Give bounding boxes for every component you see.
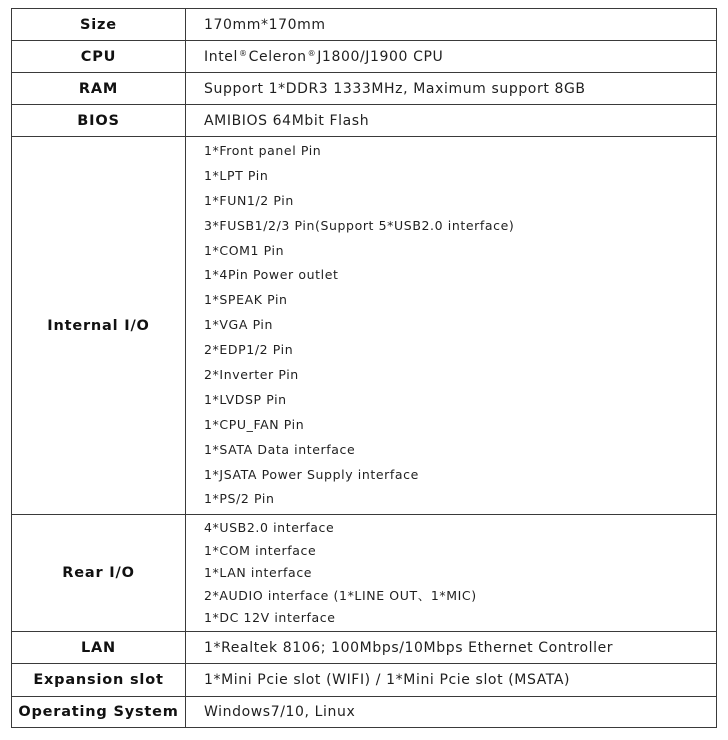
internal-io-item: 3*FUSB1/2/3 Pin(Support 5*USB2.0 interface): [204, 217, 515, 233]
spec-label-cpu: CPU: [12, 41, 186, 73]
spec-row-cpu: [12, 41, 717, 73]
spec-label-operating-system: Operating System: [12, 697, 186, 728]
rear-io-item: 4*USB2.0 interface: [204, 520, 335, 536]
internal-io-item: 1*SPEAK Pin: [204, 292, 288, 308]
internal-io-item: 1*COM1 Pin: [204, 242, 285, 258]
spec-label-rear-io: Rear I/O: [12, 515, 186, 632]
internal-io-item: 1*LPT Pin: [204, 167, 269, 183]
cpu-model: J1800/J1900 CPU: [317, 48, 444, 65]
rear-io-item: 2*AUDIO interface (1*LINE OUT、1*MIC): [204, 587, 477, 603]
spec-value-operating-system: Windows7/10, Linux: [186, 697, 717, 728]
rear-io-item: 1*COM interface: [204, 542, 317, 558]
cpu-family: Celeron: [248, 48, 307, 65]
spec-label-ram: RAM: [12, 73, 186, 105]
cpu-brand: Intel: [204, 48, 238, 65]
internal-io-item: 1*4Pin Power outlet: [204, 267, 339, 283]
spec-row-expansion-slot: [12, 664, 717, 697]
spec-label-bios: BIOS: [12, 105, 186, 137]
spec-value-size: 170mm*170mm: [186, 9, 717, 41]
internal-io-item: 1*FUN1/2 Pin: [204, 192, 294, 208]
spec-value-ram: Support 1*DDR3 1333MHz, Maximum support 8GB: [186, 73, 717, 105]
internal-io-item: 1*LVDSP Pin: [204, 391, 287, 407]
spec-row-internal-io: [12, 137, 717, 515]
spec-row-operating-system: [12, 697, 717, 728]
spec-value-bios: AMIBIOS 64Mbit Flash: [186, 105, 717, 137]
spec-table: [11, 8, 717, 728]
spec-row-ram: [12, 73, 717, 105]
internal-io-item: 1*SATA Data interface: [204, 441, 356, 457]
internal-io-item: 1*CPU_FAN Pin: [204, 416, 305, 432]
internal-io-item: 1*PS/2 Pin: [204, 491, 275, 507]
spec-label-expansion-slot: Expansion slot: [12, 664, 186, 697]
rear-io-item: 1*DC 12V interface: [204, 609, 336, 625]
spec-row-rear-io: [12, 515, 717, 632]
spec-value-cpu: [186, 41, 717, 73]
internal-io-item: 1*Front panel Pin: [204, 143, 322, 158]
registered-mark: ®: [239, 48, 248, 58]
rear-io-item: 1*LAN interface: [204, 565, 313, 581]
spec-value-internal-io: [186, 137, 717, 515]
spec-label-lan: LAN: [12, 632, 186, 664]
spec-row-lan: [12, 632, 717, 664]
spec-value-expansion-slot: 1*Mini Pcie slot (WIFI) / 1*Mini Pcie slot (MSATA): [186, 664, 717, 697]
spec-row-bios: [12, 105, 717, 137]
spec-value-lan: 1*Realtek 8106; 100Mbps/10Mbps Ethernet Controller: [186, 632, 717, 664]
spec-row-size: [12, 9, 717, 41]
internal-io-item: 1*JSATA Power Supply interface: [204, 466, 419, 482]
internal-io-item: 1*VGA Pin: [204, 317, 274, 333]
spec-value-rear-io: [186, 515, 717, 632]
internal-io-item: 2*EDP1/2 Pin: [204, 342, 294, 358]
spec-label-internal-io: Internal I/O: [12, 137, 186, 515]
registered-mark-2: ®: [307, 48, 317, 58]
spec-label-size: Size: [12, 9, 186, 41]
internal-io-item: 2*Inverter Pin: [204, 367, 299, 383]
